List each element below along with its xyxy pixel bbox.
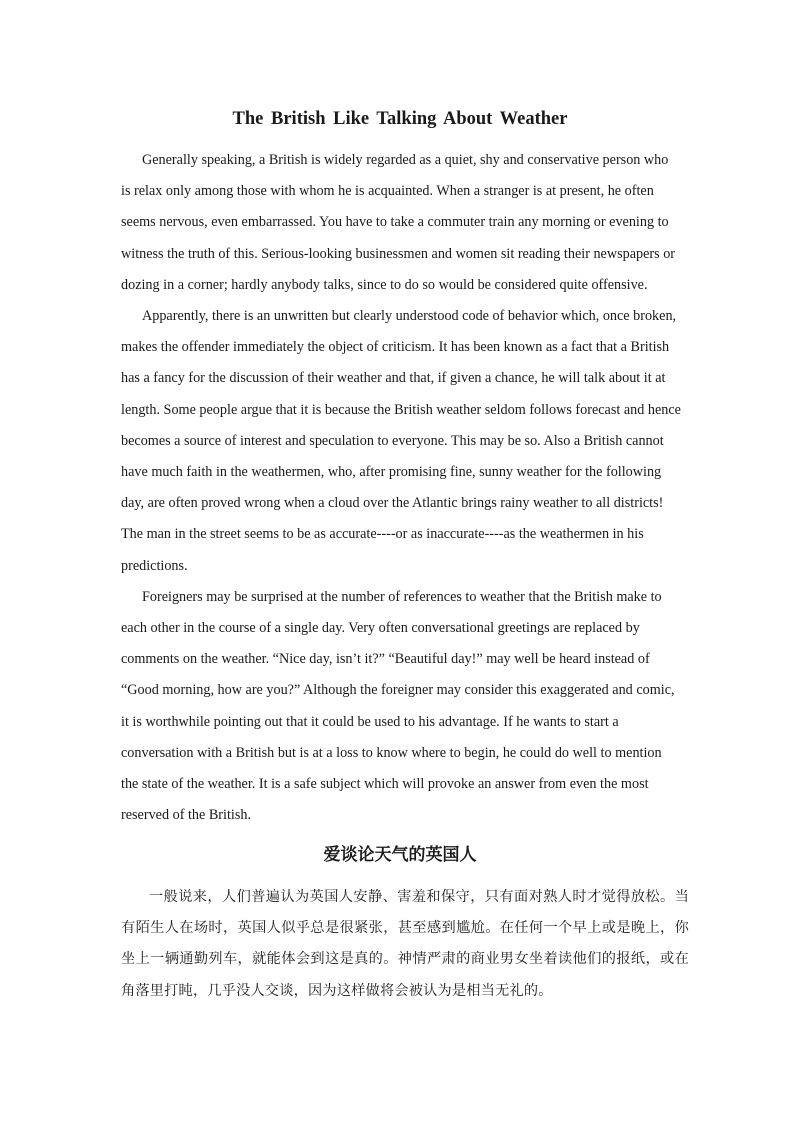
english-paragraph-1: Generally speaking, a British is widely regarded as a quiet, shy and conservative person who is relax only among those with whom he is acquainted. When a stranger is at present, he often seems nervous, even embarrassed. You have to take a commuter train any morning or evening to witness the truth of this. Serious-looking businessmen and women sit reading their newspapers or dozing in a corner; hardly anybody talks, since to do so would be considered quite offensive. — [121, 152, 676, 293]
chinese-body — [121, 882, 689, 1007]
chinese-title: 爱谈论天气的英国人 — [323, 845, 477, 865]
chinese-paragraph-1: 一般说来，人们普遍认为英国人安静、害羞和保守，只有面对熟人时才觉得放松。当有陌生人在场时，英国人似乎总是很紧张，甚至感到尴尬。在任何一个早上或是晚上，你坐上一辆通勤列车，就能体会到这是真的。神情严肃的商业男女坐着读他们的报纸，或在角落里打盹，几乎没人交谈，因为这样做将会被认为是相当无礼的。 — [121, 889, 689, 999]
english-paragraph-3: Foreigners may be surprised at the number of references to weather that the British make to each other in the course of a single day. Very often conversational greetings are replaced by comments on the weather. “Nice day, isn’t it?” “Beautiful day!” may well be heard instead of “Good morning, how are you?” Although the foreigner may consider this exaggerated and comic, it is worthwhile pointing out that it could be used to his advantage. If he wants to start a conversation with a British but is at a loss to know where to begin, he could do well to mention the state of the weather. It is a safe subject which will provoke an answer from even the most reserved of the British. — [121, 588, 675, 824]
english-paragraph-2: Apparently, there is an unwritten but clearly understood code of behavior which, once broken, makes the offender immediately the object of criticism. It has been known as a fact that a British has a fancy for the discussion of their weather and that, if given a chance, he will talk about it at length. Some people argue that it is because the British weather seldom follows forecast and hence becomes a source of interest and speculation to everyone. This may be so. Also a British cannot have much faith in the weathermen, who, after promising fine, sunny weather for the following day, are often proved wrong when a cloud over the Atlantic brings rainy weather to all districts! The man in the street seems to be as accurate----or as inaccurate----as the weathermen in his predictions. — [121, 308, 681, 574]
english-body — [121, 145, 681, 831]
english-title: The British Like Talking About Weather — [232, 109, 568, 129]
